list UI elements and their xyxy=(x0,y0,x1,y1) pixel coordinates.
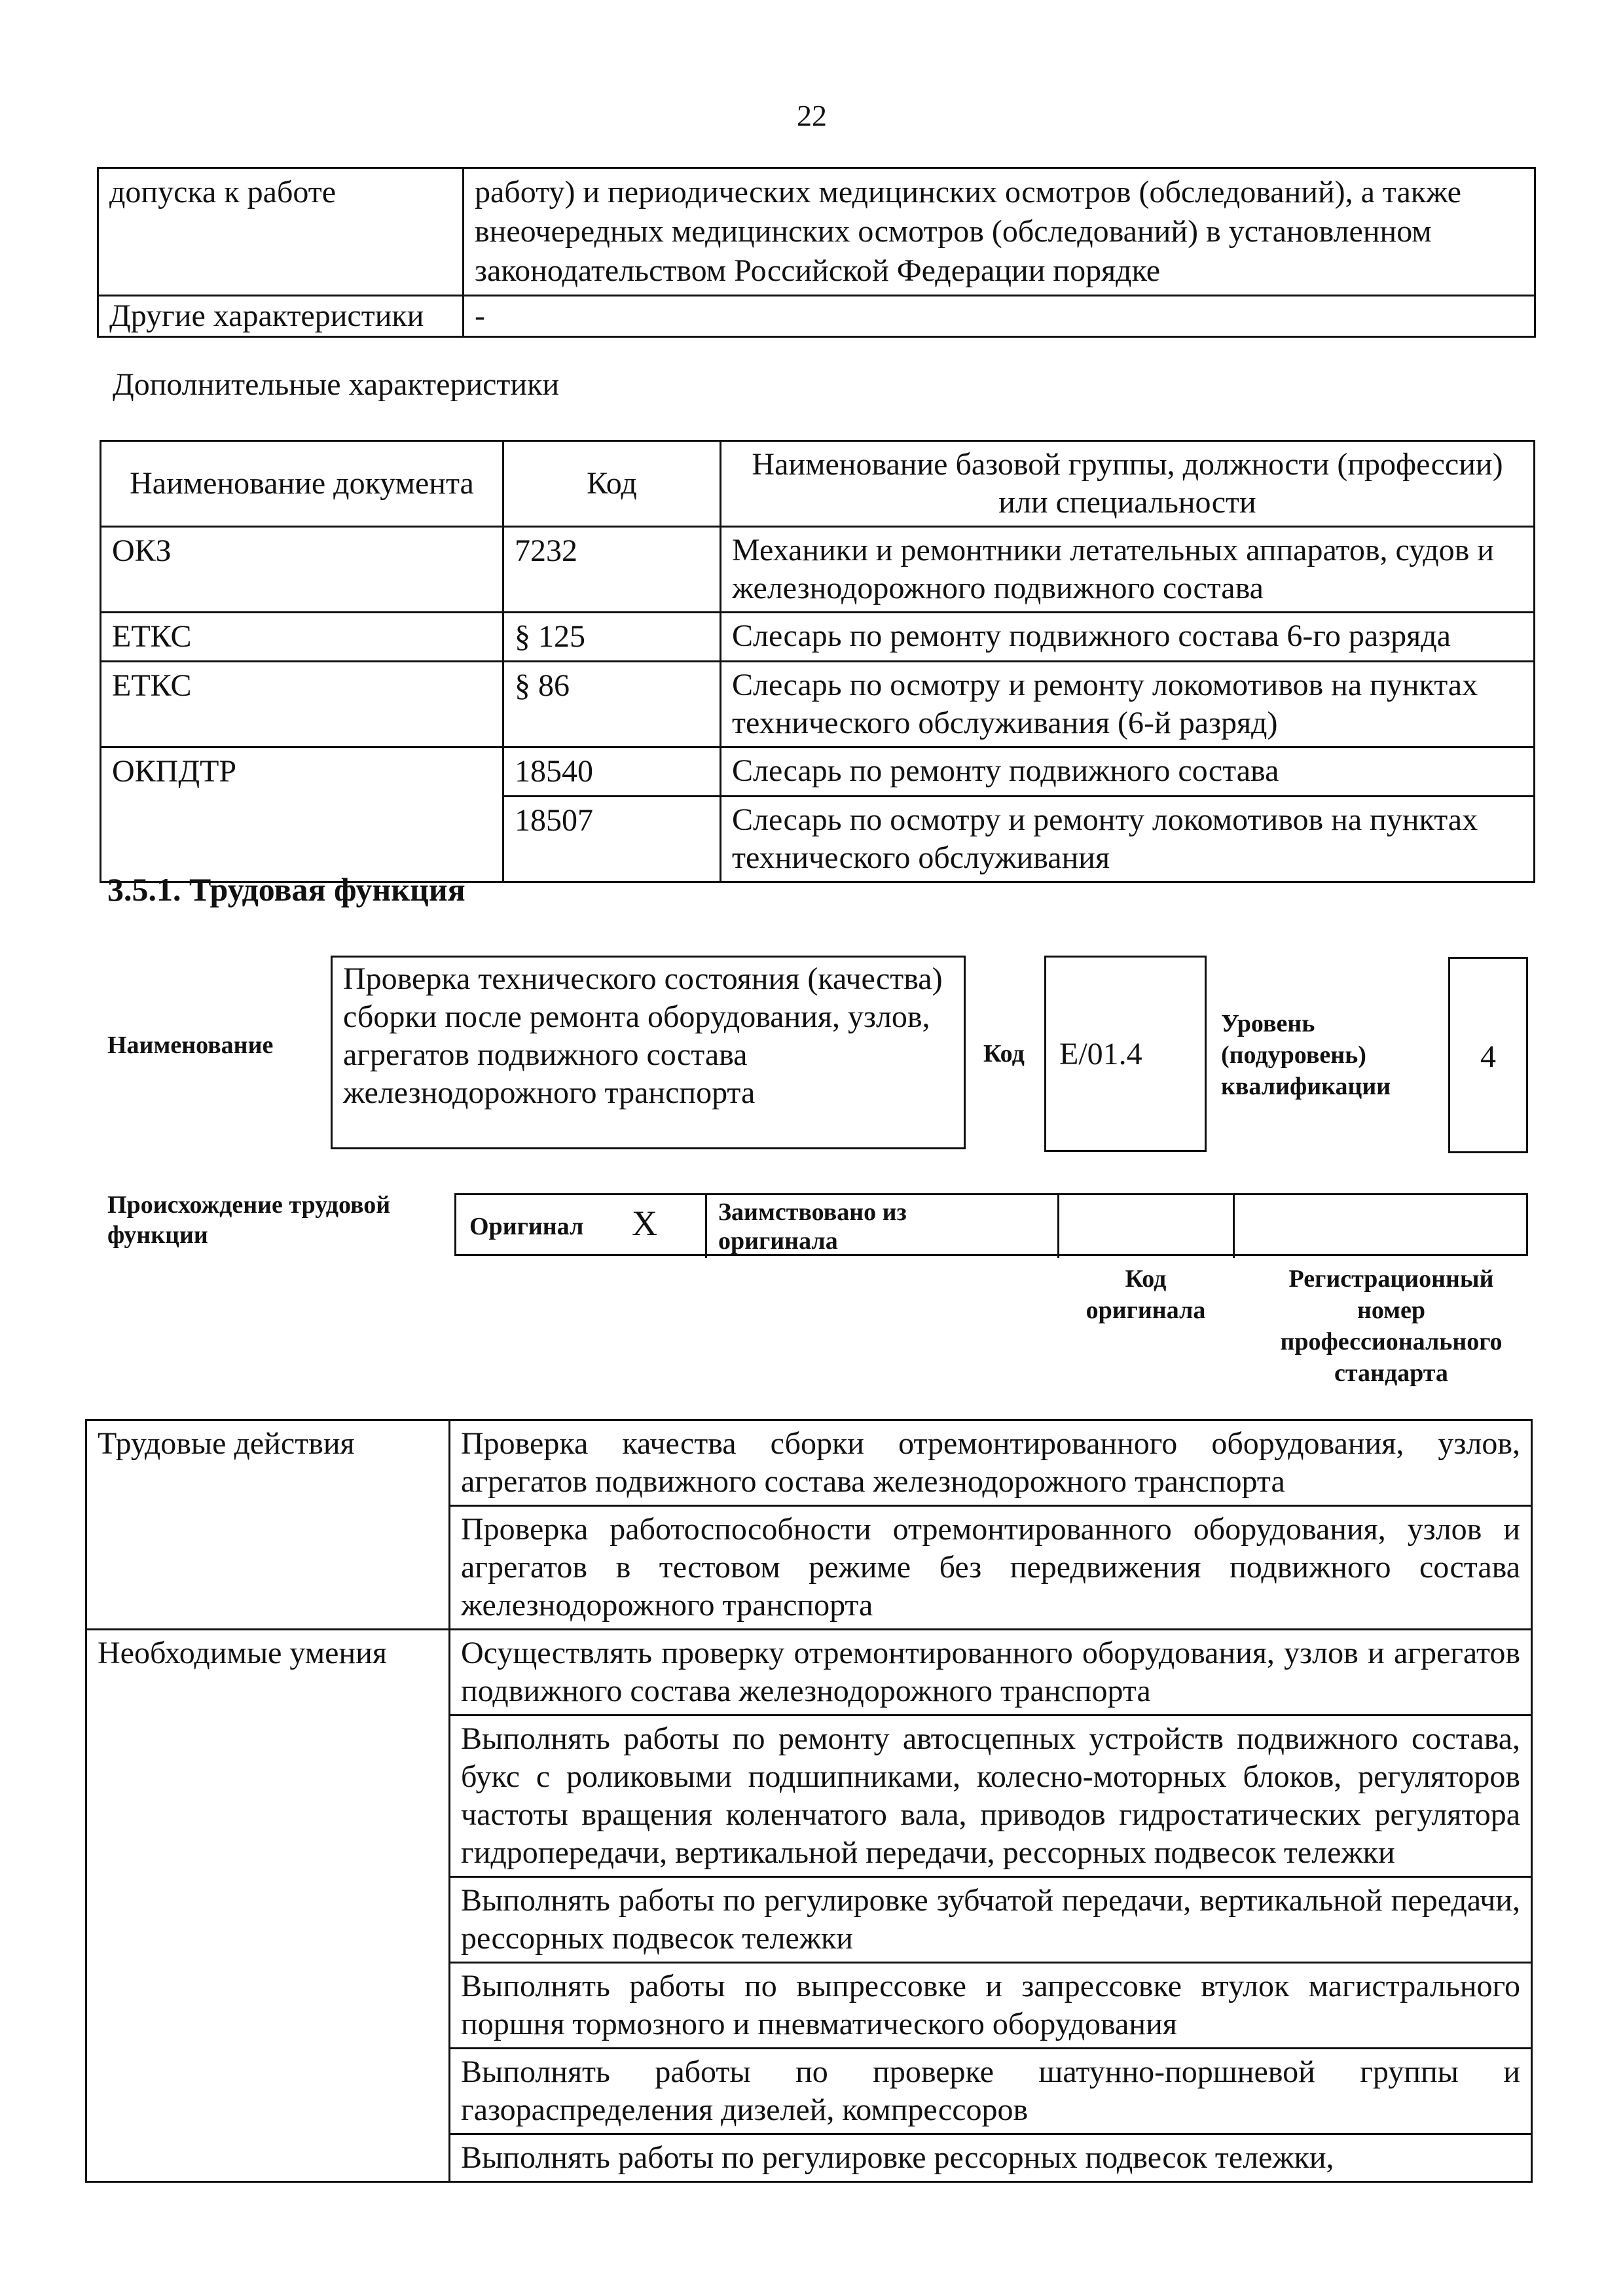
cell-name: Слесарь по ремонту подвижного состава 6-го разряда xyxy=(721,613,1535,662)
function-name-box xyxy=(331,956,966,1149)
table-additional xyxy=(100,440,1535,883)
cell-code: § 125 xyxy=(503,613,721,662)
cell-code: 18507 xyxy=(503,797,721,882)
table-cell: Выполнять работы по регулировке рессорных подвесок тележки, xyxy=(450,2134,1532,2182)
row-value: работу) и периодических медицинских осмотров (обследований), а также внеочередных медицинских осмотров (обследований) в установленном законодательством Российской Федерации порядке xyxy=(464,168,1535,296)
divider xyxy=(1233,1195,1235,1258)
function-heading: 3.5.1. Трудовая функция xyxy=(107,871,465,908)
group-label: Трудовые действия xyxy=(86,1420,450,1630)
cell-code: 18540 xyxy=(503,747,721,797)
cell-name: Слесарь по осмотру и ремонту локомотивов на пунктах технического обслуживания (6-й разряд) xyxy=(721,662,1535,747)
table-cell: Проверка качества сборки отремонтированного оборудования, узлов, агрегатов подвижного состава железнодорожного транспорта xyxy=(450,1420,1532,1506)
cell-doc: ОКЗ xyxy=(101,527,503,613)
origin-label: Происхождение трудовой функции xyxy=(107,1191,391,1249)
table-cell: Выполнять работы по регулировке зубчатой передачи, вертикальной передачи, рессорных подвесок тележки xyxy=(450,1877,1532,1963)
table-row xyxy=(101,747,1535,797)
code-value: E/01.4 xyxy=(1059,1037,1142,1071)
original-label: Оригинал xyxy=(469,1213,584,1240)
header-code: Код xyxy=(503,441,721,527)
divider xyxy=(1057,1195,1059,1258)
row-value: - xyxy=(464,296,1535,337)
table-row xyxy=(86,1630,1532,1715)
header-name: Наименование базовой группы, должности (профессии) или специальности xyxy=(721,441,1535,527)
table-cell: Осуществлять проверку отремонтированного оборудования, узлов и агрегатов подвижного состава железнодорожного транспорта xyxy=(450,1630,1532,1715)
table-row xyxy=(98,296,1535,337)
cell-name: Слесарь по осмотру и ремонту локомотивов на пунктах технического обслуживания xyxy=(721,797,1535,882)
page-number: 22 xyxy=(797,99,827,132)
table-cell: Выполнять работы по ремонту автосцепных устройств подвижного состава, букс с роликовыми подшипниками, колесно-моторных блоков, регуляторов частоты вращения коленчатого вала, приводов гидростатических регулятора гидропередачи, вертикальной передачи, рессорных подвесок тележки xyxy=(450,1715,1532,1877)
table-cell: Выполнять работы по проверке шатунно-поршневой группы и газораспределения дизелей, компрессоров xyxy=(450,2049,1532,2134)
reg-number-caption: Регистрационный номер профессионального стандарта xyxy=(1280,1265,1503,1387)
code-label: Код xyxy=(983,1040,1025,1067)
table-row xyxy=(101,527,1535,613)
table-actions xyxy=(85,1419,1533,2183)
level-box xyxy=(1448,957,1528,1153)
table-row xyxy=(86,1420,1532,1506)
function-name-value: Проверка технического состояния (качества) сборки после ремонта оборудования, узлов, агрегатов подвижного состава железнодорожного транспорта xyxy=(343,961,943,1110)
table-continuation xyxy=(97,167,1536,338)
borrowed-label: Заимствовано из оригинала xyxy=(718,1198,907,1255)
table-row xyxy=(101,662,1535,747)
original-mark: X xyxy=(632,1204,657,1243)
additional-heading: Дополнительные характеристики xyxy=(113,367,560,402)
cell-doc: ЕТКС xyxy=(101,613,503,662)
function-name-label: Наименование xyxy=(107,1031,274,1059)
code-box xyxy=(1044,956,1207,1152)
level-value: 4 xyxy=(1480,1039,1496,1074)
cell-doc: ЕТКС xyxy=(101,662,503,747)
divider xyxy=(705,1195,707,1258)
row-label: допуска к работе xyxy=(98,168,464,296)
cell-name: Слесарь по ремонту подвижного состава xyxy=(721,747,1535,797)
cell-doc: ОКПДТР xyxy=(101,747,503,882)
table-header-row xyxy=(101,441,1535,527)
table-row xyxy=(98,168,1535,296)
header-doc: Наименование документа xyxy=(101,441,503,527)
code-original-caption: Код оригинала xyxy=(1085,1265,1206,1324)
cell-name: Механики и ремонтники летательных аппаратов, судов и железнодорожного подвижного состава xyxy=(721,527,1535,613)
cell-code: 7232 xyxy=(503,527,721,613)
origin-row xyxy=(454,1193,1528,1256)
table-cell: Проверка работоспособности отремонтированного оборудования, узлов и агрегатов в тестовом режиме без передвижения подвижного состава железнодорожного транспорта xyxy=(450,1506,1532,1630)
row-label: Другие характеристики xyxy=(98,296,464,337)
level-label: Уровень (подуровень) квалификации xyxy=(1221,1010,1391,1100)
cell-code: § 86 xyxy=(503,662,721,747)
table-row xyxy=(101,613,1535,662)
table-cell: Выполнять работы по выпрессовке и запрессовке втулок магистрального поршня тормозного и пневматического оборудования xyxy=(450,1963,1532,2049)
group-label: Необходимые умения xyxy=(86,1630,450,2182)
